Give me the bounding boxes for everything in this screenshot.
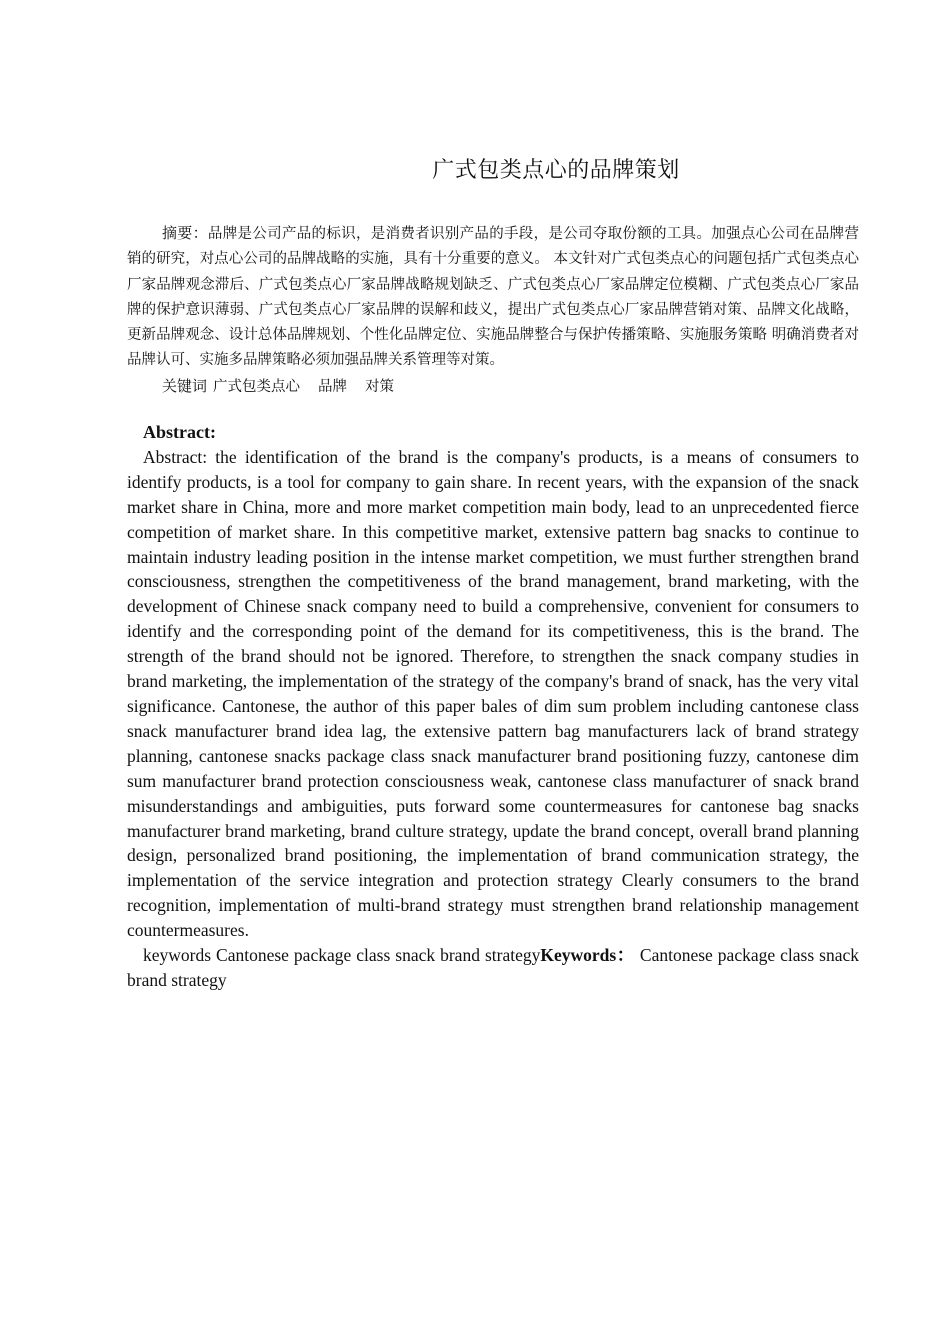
- english-keywords-text: Cantonese package class snack brand strategy: [127, 945, 859, 990]
- english-abstract-text: Abstract: the identification of the brand is the company's products, is a means of consumers to identify products, is a tool for company to gain share. In recent years, with the expansion of the snack market share in China, more and more market competition main body, lead to an unprecedented fierce competition of market share. In this competitive market, extensive pattern bag snacks to continue to maintain industry leading position in the intense market competition, we must further strengthen brand consciousness, strengthen the competitiveness of the brand management, brand marketing, with the development of Chinese snack company need to build a comprehensive, convenient for consumers to identify and the corresponding point of the demand for its competitiveness, this is the brand. The strength of the brand should not be ignored. Therefore, to strengthen the snack company studies in brand marketing, the implementation of the strategy of the company's brand of snack, has the very vital significance. Cantonese, the author of this paper bales of dim sum problem including cantonese class snack manufacturer brand idea lag, the extensive pattern bag manufacturers lack of brand strategy planning, cantonese snacks package class snack manufacturer brand positioning fuzzy, cantonese dim sum manufacturer brand protection consciousness weak, cantonese class manufacturer of snack brand misunderstandings and ambiguities, puts forward some countermeasures for cantonese bag snacks manufacturer brand marketing, brand culture strategy, update the brand concept, overall brand planning design, personalized brand positioning, the implementation of brand communication strategy, the implementation of the service integration and protection strategy Clearly consumers to the brand recognition, implementation of multi-brand strategy must strengthen brand relationship management countermeasures.: [127, 446, 859, 941]
- chinese-keyword-3: 对策: [365, 378, 395, 395]
- chinese-abstract-section: [127, 221, 859, 400]
- english-abstract-section: [127, 420, 859, 993]
- chinese-keywords-label: 关键词: [162, 376, 208, 395]
- document-title: 广式包类点心的品牌策划: [432, 158, 680, 183]
- chinese-abstract-label: 摘要：: [162, 224, 208, 242]
- english-keywords-prefix: keywords Cantonese package class snack brand strategy: [143, 945, 541, 966]
- chinese-keyword-1: 广式包类点心: [213, 378, 301, 395]
- english-keywords: [127, 943, 859, 993]
- chinese-keyword-2: 品牌: [318, 378, 348, 395]
- english-abstract-heading: Abstract:: [143, 422, 216, 442]
- english-keywords-label: Keywords：: [540, 945, 635, 966]
- chinese-abstract: [127, 221, 859, 374]
- chinese-abstract-text: 品牌是公司产品的标识，是消费者识别产品的手段，是公司夺取份额的工具。加强点心公司在品牌营销的研究，对点心公司的品牌战略的实施，具有十分重要的意义。 本文针对广式包类点心的问题包括广式包类点心厂家品牌观念滞后、广式包类点心厂家品牌战略规划缺乏、广式包类点心厂家品牌定位模糊、广式包类点心厂家品牌的保护意识薄弱、广式包类点心厂家品牌的误解和歧义，提出广式包类点心厂家品牌营销对策、品牌文化战略，更新品牌观念、设计总体品牌规划、个性化品牌定位、实施品牌整合与保护传播策略、实施服务策略 明确消费者对品牌认可、实施多品牌策略必须加强品牌关系管理等对策。: [127, 226, 859, 369]
- chinese-keywords: [127, 374, 859, 400]
